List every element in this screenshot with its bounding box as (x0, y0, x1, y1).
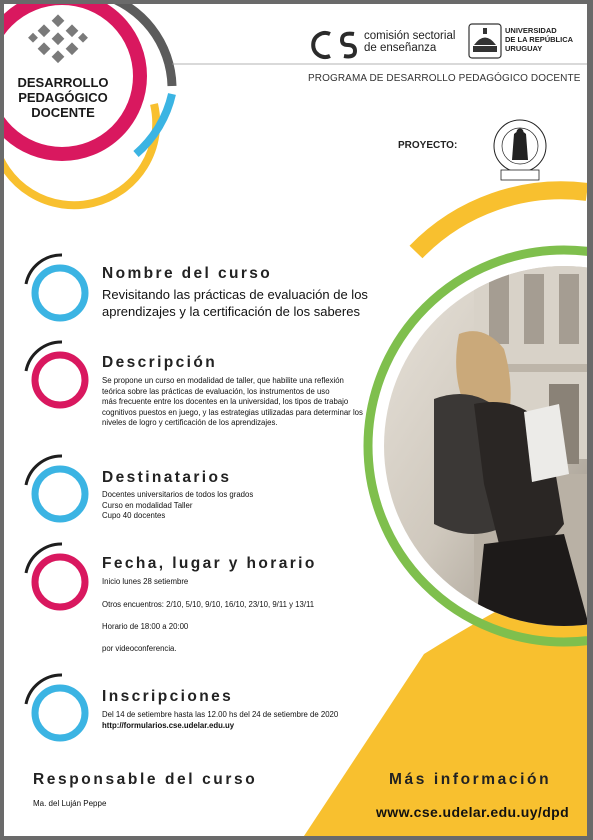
yellow-arc (416, 190, 587, 252)
destinatarios-line-2: Curso en modalidad Taller (102, 500, 193, 510)
destinatarios-line-3: Cupo 40 docentes (102, 511, 166, 520)
inscripciones-url-link[interactable]: http://formularios.cse.udelar.edu.uy (102, 721, 235, 730)
destinatarios-line-1: Docentes universitarios de todos los grados (102, 490, 254, 499)
descripcion-line-1: Se propone un curso en modalidad de taller, que habilite una reflexión (102, 376, 344, 385)
nombre-line-2: aprendizajes y la certificación de los saberes (102, 303, 360, 319)
programa-label: PROGRAMA DE DESARROLLO PEDAGÓGICO DOCENTE (308, 73, 581, 84)
udelar-logo-icon (469, 24, 501, 58)
udelar-line-3: URUGUAY (505, 44, 543, 53)
logo-line-1: DESARROLLO (17, 75, 109, 90)
destinatarios-body (102, 490, 253, 522)
fecha-encuentros: Otros encuentros: 2/10, 5/10, 9/10, 16/10, 23/10, 9/11 y 13/11 (102, 600, 315, 609)
cse-line-2: de enseñanza (364, 42, 437, 54)
descripcion-line-2: teórica sobre las prácticas de evaluación, los instrumentos de uso (102, 386, 330, 396)
descripcion-line-3: más frecuente entre los docentes en la universidad, los tipos de trabajo (102, 397, 349, 406)
nombre-body (102, 287, 368, 320)
inscripciones-title: Inscripciones (102, 688, 234, 705)
descripcion-line-4: cognitivos puestos en juego, y las estrategias utilizadas para determinar los (102, 407, 363, 417)
mas-info-url-link[interactable]: www.cse.udelar.edu.uy/dpd (376, 804, 570, 820)
responsable-name: Ma. del Luján Peppe (33, 799, 107, 808)
proyecto-label: PROYECTO: (398, 140, 458, 151)
dpd-emblem-icon (28, 14, 88, 63)
udelar-name (505, 26, 573, 53)
cse-line-1: comisión sectorial (364, 30, 456, 42)
cse-name (364, 30, 455, 54)
nombre-title: Nombre del curso (102, 265, 273, 282)
fecha-inicio: Inicio lunes 28 setiembre (102, 577, 189, 586)
logo-line-2: PEDAGÓGICO (18, 90, 108, 105)
descripcion-title: Descripción (102, 354, 218, 371)
cse-logo-icon (313, 33, 355, 57)
udelar-line-2: DE LA REPÚBLICA (505, 35, 574, 44)
logo-title (4, 75, 122, 120)
destinatarios-title: Destinatarios (102, 469, 232, 486)
fecha-title: Fecha, lugar y horario (102, 555, 317, 572)
responsable-title: Responsable del curso (33, 771, 258, 788)
udelar-line-1: UNIVERSIDAD (505, 26, 557, 35)
nombre-line-1: Revisitando las prácticas de evaluación de los (102, 287, 368, 302)
descripcion-body (102, 376, 363, 429)
poster (4, 4, 587, 836)
fecha-horario: Horario de 18:00 a 20:00 (102, 622, 189, 631)
descripcion-line-5: niveles de logro y certificación de los aprendizajes. (102, 418, 278, 427)
fecha-modalidad: por videoconferencia. (102, 644, 177, 653)
inscripciones-periodo: Del 14 de setiembre hasta las 12.00 hs del 24 de setiembre de 2020 (102, 710, 339, 719)
facultad-derecho-seal-icon (494, 120, 546, 180)
logo-line-3: DOCENTE (31, 105, 95, 120)
student-photo (374, 254, 587, 644)
mas-info-title: Más información (389, 771, 552, 788)
